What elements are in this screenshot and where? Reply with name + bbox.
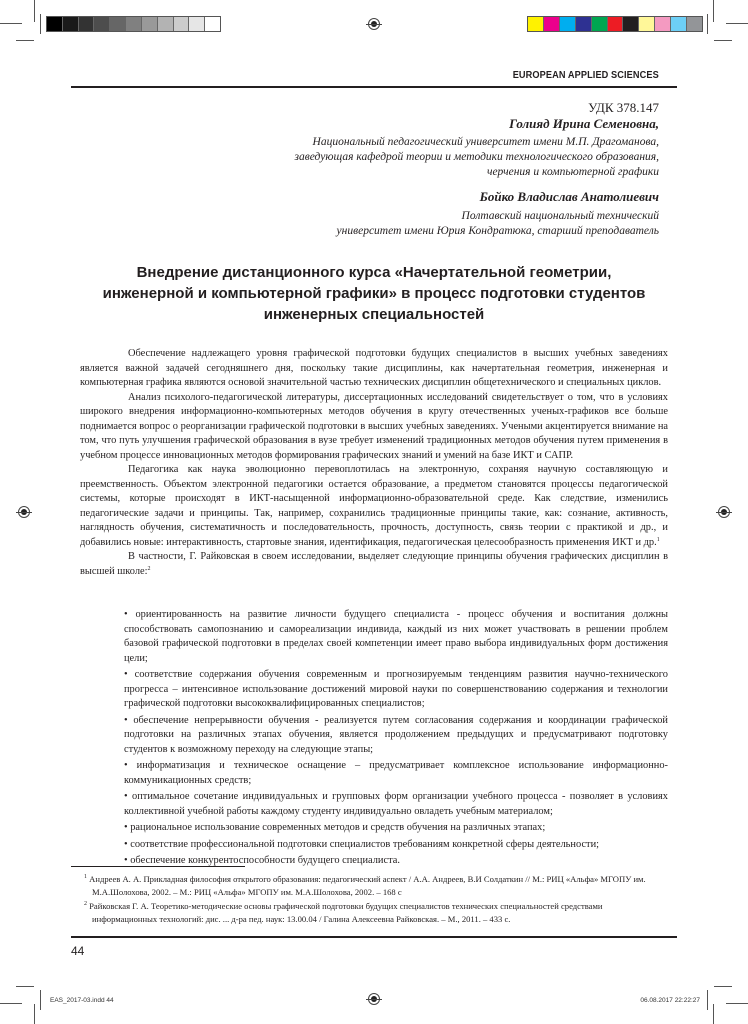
- author-affiliation: университет имени Юрия Кондратюка, старший преподаватель: [336, 225, 659, 237]
- footnote-number: 1: [84, 874, 87, 880]
- color-swatch: [528, 17, 544, 31]
- crop-mark: [16, 986, 34, 987]
- footnote-ref[interactable]: 1: [656, 536, 660, 543]
- crop-mark: [707, 14, 708, 34]
- paragraph: [80, 391, 668, 464]
- color-swatch: [544, 17, 560, 31]
- color-swatch: [63, 17, 79, 31]
- color-swatch: [560, 17, 576, 31]
- color-swatch: [655, 17, 671, 31]
- footnote: [84, 873, 664, 899]
- title-line: инженерной и компьютерной графики» в процесс подготовки студентов: [102, 285, 646, 302]
- list-item: • обеспечение конкурентоспособности будущего специалиста.: [124, 855, 400, 866]
- crop-mark: [726, 1003, 748, 1004]
- author-name: Голияд Ирина Семеновна,: [509, 116, 659, 131]
- crop-mark: [0, 1003, 22, 1004]
- article-body: [80, 347, 668, 579]
- color-swatch: [687, 17, 702, 31]
- color-swatch: [110, 17, 126, 31]
- list-item: • оптимальное сочетание индивидуальных и групповых форм организации учебного процесса - позволяет в условиях коллективной учебной работы каждому студенту индивидуально овладеть учебным материалом;: [124, 791, 668, 817]
- color-swatch: [608, 17, 624, 31]
- paragraph: Обеспечение надлежащего уровня графической подготовки будущих специалистов в высших учебных заведениях является важной задачей сегодняшнего дня, поскольку такие дисциплины, как начертательная геометрия, инженерная и компьютерная графика являются основой значительной частью технических дисциплин общетехнического и специальных циклов.: [80, 348, 668, 388]
- article-title: [80, 262, 668, 325]
- slug-filename: EAS_2017-03.indd 44: [50, 997, 114, 1004]
- list-item: • обеспечение непрерывности обучения - реализуется путем согласования содержания и координации графической подготовки на различных этапах обучения, является продолжением предыдущих и предусматривают подготовку студентов к возможному переходу на следующие этапы;: [124, 714, 668, 755]
- color-swatch: [671, 17, 687, 31]
- paragraph-text: Анализ психолого-педагогической литературы, диссертационных исследований свидетельствует о том, что в условиях широкого внедрения информационно-компьютерных методов обучения в кругу отечественных ученых-графиков все больше поднимается вопрос о реорганизации графической подготовки в высших учебных заведениях. Учеными акцентируется внимание на том, что путь улучшения графической образования в вузе требует изменений традиционных методов обучения путем применения в учебном процессе инновационных методов формирования графических знаний и умений на базе ИКТ и САПР.: [80, 391, 668, 461]
- title-line: инженерных специальностей: [263, 306, 485, 323]
- crop-mark: [34, 1004, 35, 1024]
- color-swatch: [205, 17, 220, 31]
- footnote-text: Райковская Г. А. Теоретико-методические основы графической подготовки будущих специалистов технических специальностей средствами информационных технологий: дис. ... д-ра пед. наук: 13.00.04 / Галина Алексеевна Райковская. – М., 2011. – 433 с.: [89, 901, 603, 924]
- footer-rule: [71, 936, 677, 938]
- crop-mark: [40, 14, 41, 34]
- udk-code: УДК 378.147: [588, 100, 659, 115]
- crop-mark: [40, 990, 41, 1010]
- grayscale-bar: [46, 16, 221, 32]
- color-swatch: [94, 17, 110, 31]
- author-block-2: [337, 189, 659, 239]
- author-affiliation: Национальный педагогический университет имени М.П. Драгоманова,: [312, 136, 659, 148]
- registration-mark-icon: [718, 506, 730, 518]
- crop-mark: [714, 40, 732, 41]
- paragraph-text: В частности, Г. Райковская в своем исследовании, выделяет следующие принципы обучения графических дисциплин в высшей школе:: [80, 551, 668, 577]
- crop-mark: [34, 0, 35, 22]
- registration-mark-icon: [18, 506, 30, 518]
- crop-mark: [713, 0, 714, 22]
- paragraph-text: Педагогика как наука эволюционно перевоплотилась на электронную, сохраняя научную составляющую и преемственность. Объектом электронной педагогики остается образование, а предметом становятся процессы педагогической системы, которые происходят в ИКТ-насыщенной информационно-образовательной среде. Как следствие, изменились педагогические задачи и принципы. Так, например, сохранились традиционные принципы такие, как: сознание, активность, наглядность обучения, систематичность и последовательность, прочность, доступность, связь теории с практикой и др., и добавились новые: интерактивность, стартовые знания, идентификация, педагогическая целесообразность применения ИКТ и др.: [80, 464, 668, 548]
- footnote-rule: [71, 866, 245, 867]
- color-swatch: [79, 17, 95, 31]
- author-name: Бойко Владислав Анатолиевич: [479, 189, 659, 204]
- paragraph: [80, 550, 668, 579]
- color-swatch: [576, 17, 592, 31]
- crop-mark: [0, 23, 22, 24]
- title-line: Внедрение дистанционного курса «Начертательной геометрии,: [136, 264, 612, 281]
- footnote-text: Андреев А. А. Прикладная философия открытого образования: педагогический аспект / А.А. Андреев, В.И Солдаткин // М.: РИЦ «Альфа» МГОПУ им. М.А.Шолохова, 2002. – М.: РИЦ «Альфа» МГОПУ им. М.А.Шолохова, 2002. – 168 с: [89, 874, 646, 897]
- crop-mark: [713, 1004, 714, 1024]
- footnotes: [84, 873, 664, 927]
- footnote: [84, 900, 664, 926]
- crop-mark: [707, 990, 708, 1010]
- color-swatch: [142, 17, 158, 31]
- color-swatch: [639, 17, 655, 31]
- color-bar: [527, 16, 703, 32]
- list-item: • ориентированность на развитие личности будущего специалиста - процесс обучения и воспитания должны способствовать самопознанию и самореализации индивида, каждый из них может участвовать в решении проблем базовой графической подготовки в пределах своей компетенции имеет право выбора индивидуальных форм достижения цели;: [124, 609, 668, 664]
- registration-mark-icon: [368, 18, 380, 30]
- crop-mark: [16, 40, 34, 41]
- slug-timestamp: 06.08.2017 22:22:27: [640, 997, 700, 1004]
- author-block-1: [295, 116, 659, 180]
- footnote-number: 2: [84, 901, 87, 907]
- footnote-ref[interactable]: 2: [147, 565, 151, 572]
- color-swatch: [189, 17, 205, 31]
- author-affiliation: заведующая кафедрой теории и методики технологического образования,: [294, 151, 659, 163]
- list-item: • соответствие профессиональной подготовки специалистов требованиям конкретной сферы деятельности;: [124, 838, 600, 850]
- color-swatch: [47, 17, 63, 31]
- paragraph: [80, 463, 668, 550]
- color-swatch: [592, 17, 608, 31]
- crop-mark: [726, 23, 748, 24]
- list-item: • соответствие содержания обучения современным и прогнозируемым тенденциям развития научно-технического прогресса – интенсивное использование достижений мировой науки по совершенствованию содержания и технологии графической подготовки высококвалифицированных специалистов;: [124, 669, 668, 709]
- principles-list: [124, 608, 668, 871]
- journal-name: EUROPEAN APPLIED SCIENCES: [512, 70, 659, 81]
- color-swatch: [174, 17, 190, 31]
- author-affiliation: Полтавский национальный технический: [461, 210, 659, 222]
- color-swatch: [158, 17, 174, 31]
- list-item: • рациональное использование современных методов и средств обучения на различных этапах;: [124, 822, 546, 833]
- page-number: 44: [71, 944, 85, 958]
- author-affiliation: черчения и компьютерной графики: [486, 166, 659, 178]
- crop-mark: [714, 986, 732, 987]
- color-swatch: [623, 17, 639, 31]
- color-swatch: [126, 17, 142, 31]
- header-rule: [71, 86, 677, 88]
- list-item: • информатизация и техническое оснащение – предусматривает комплексное использование информационно-коммуникационных средств;: [124, 760, 668, 786]
- registration-mark-icon: [368, 993, 380, 1005]
